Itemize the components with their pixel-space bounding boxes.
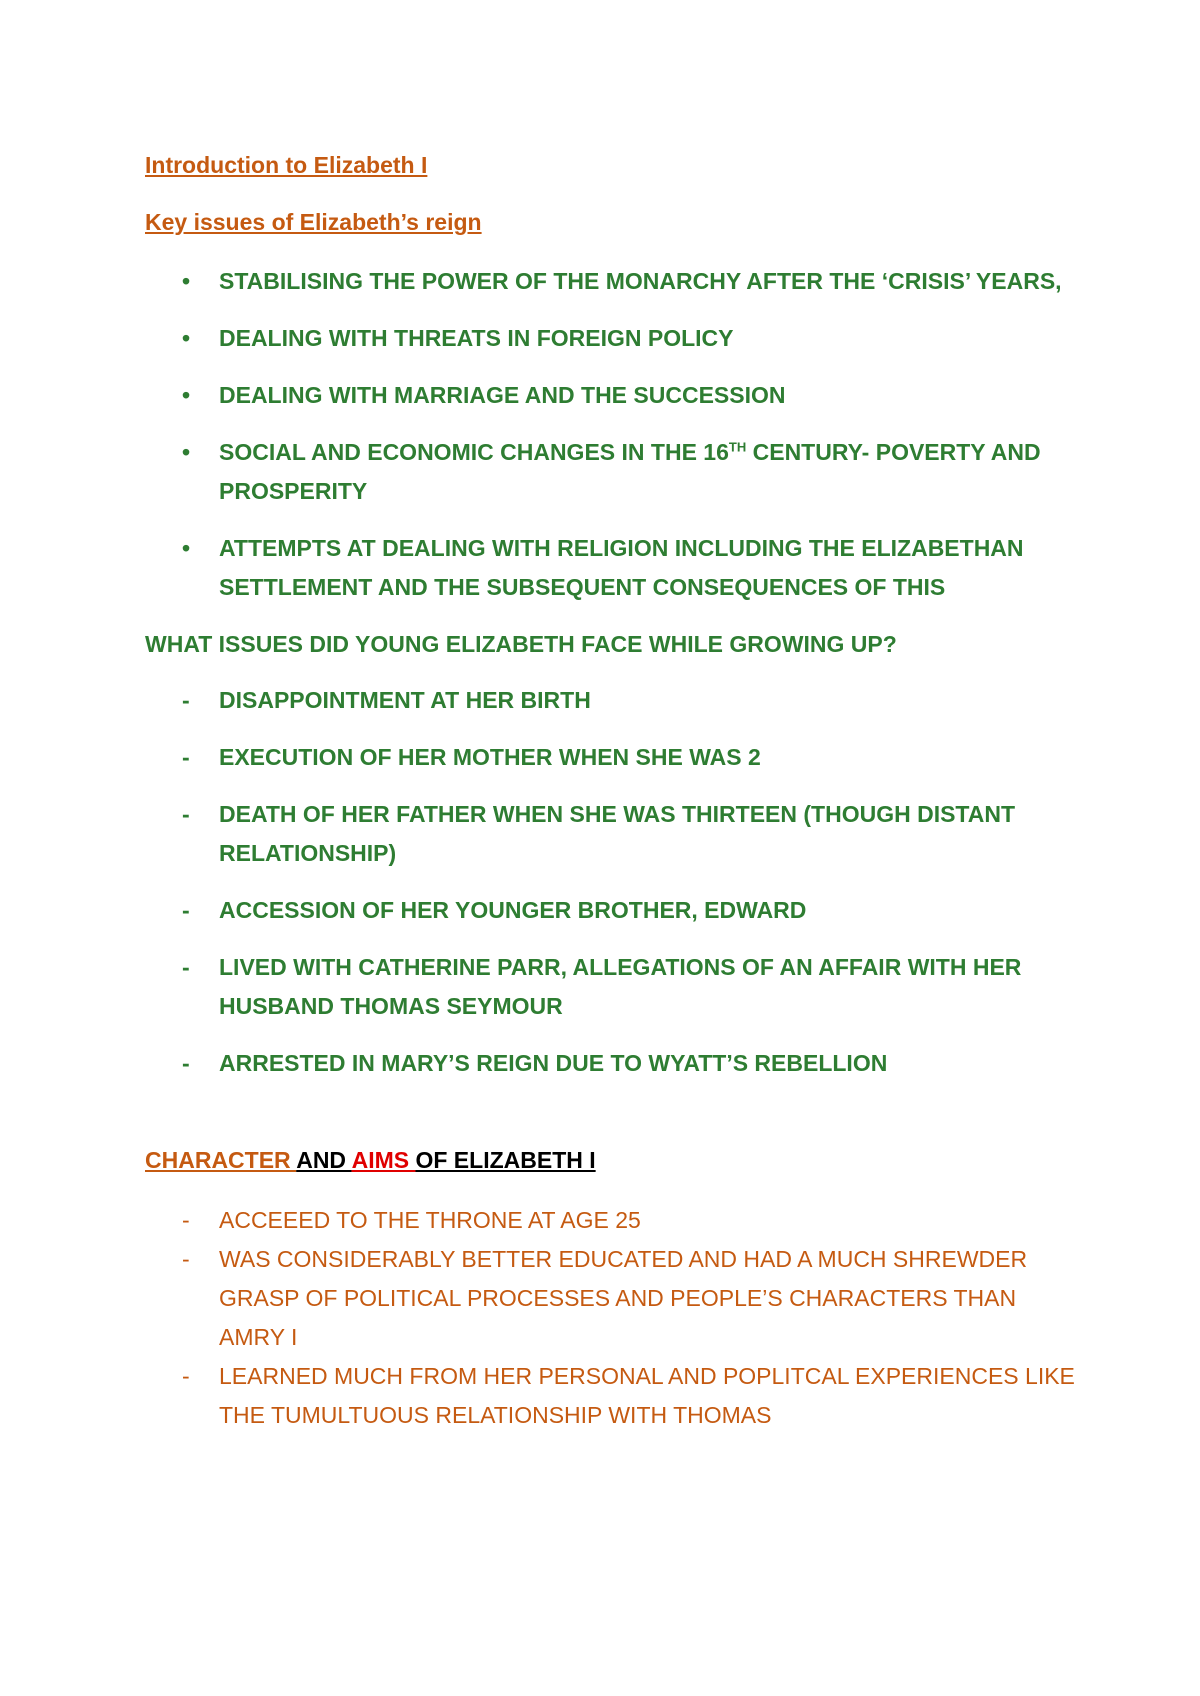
list-item: - LIVED WITH CATHERINE PARR, ALLEGATIONS OF AN AFFAIR WITH HER HUSBAND THOMAS SEYMOUR <box>145 948 1085 1026</box>
key-issues-list <box>145 262 1085 607</box>
list-item: - ARRESTED IN MARY’S REIGN DUE TO WYATT’S REBELLION <box>145 1044 1085 1083</box>
key-issues-heading: Key issues of Elizabeth’s reign <box>145 209 482 235</box>
list-item: - LEARNED MUCH FROM HER PERSONAL AND POPLITCAL EXPERIENCES LIKE THE TUMULTUOUS RELATIONSHIP WITH THOMAS <box>145 1357 1085 1435</box>
document-body <box>145 148 1085 1435</box>
list-item: - ACCEEED TO THE THRONE AT AGE 25 <box>145 1201 1085 1240</box>
character-aims-list <box>145 1201 1085 1435</box>
heading-character: CHARACTER <box>145 1147 297 1173</box>
list-item: - DISAPPOINTMENT AT HER BIRTH <box>145 681 1085 720</box>
list-item: - EXECUTION OF HER MOTHER WHEN SHE WAS 2 <box>145 738 1085 777</box>
list-item: • DEALING WITH MARRIAGE AND THE SUCCESSION <box>145 376 1085 415</box>
list-item: • ATTEMPTS AT DEALING WITH RELIGION INCLUDING THE ELIZABETHAN SETTLEMENT AND THE SUBSEQUENT CONSEQUENCES OF THIS <box>145 529 1085 607</box>
list-item <box>145 433 1085 511</box>
heading-and: AND <box>296 1147 352 1173</box>
list-item: • STABILISING THE POWER OF THE MONARCHY AFTER THE ‘CRISIS’ YEARS, <box>145 262 1085 301</box>
list-item-text-rest: CENTURY- POVERTY AND PROSPERITY <box>219 439 1041 504</box>
growing-up-list <box>145 681 1085 1083</box>
list-item: - DEATH OF HER FATHER WHEN SHE WAS THIRTEEN (THOUGH DISTANT RELATIONSHIP) <box>145 795 1085 873</box>
list-item: - ACCESSION OF HER YOUNGER BROTHER, EDWARD <box>145 891 1085 930</box>
document-title: Introduction to Elizabeth I <box>145 152 428 178</box>
superscript: TH <box>728 439 747 455</box>
list-item: • DEALING WITH THREATS IN FOREIGN POLICY <box>145 319 1085 358</box>
heading-of-elizabeth: OF ELIZABETH I <box>415 1147 596 1173</box>
growing-up-question: WHAT ISSUES DID YOUNG ELIZABETH FACE WHILE GROWING UP? <box>145 631 897 657</box>
list-item-text: SOCIAL AND ECONOMIC CHANGES IN THE 16 <box>219 439 729 465</box>
character-aims-heading <box>145 1143 1085 1177</box>
heading-aims: AIMS <box>351 1147 416 1173</box>
list-item: - WAS CONSIDERABLY BETTER EDUCATED AND HAD A MUCH SHREWDER GRASP OF POLITICAL PROCESSES AND PEOPLE’S CHARACTERS THAN AMRY I <box>145 1240 1085 1357</box>
